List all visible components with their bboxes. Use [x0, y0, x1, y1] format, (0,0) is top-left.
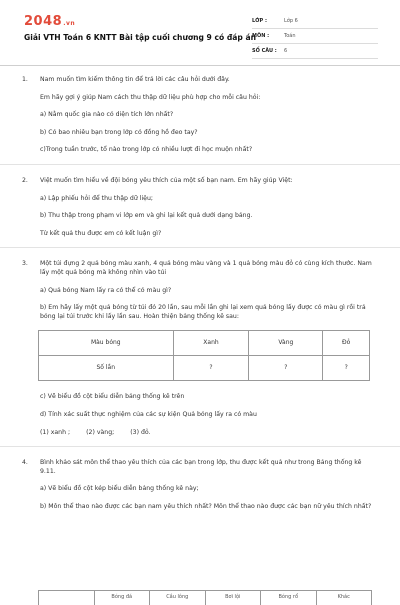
question-number: 1.	[22, 76, 28, 83]
meta-label: SỐ CÂU :	[252, 48, 277, 54]
table-cell: Cầu lông	[150, 591, 206, 605]
answer-options	[40, 429, 378, 438]
table-cell: Bơi lội	[206, 591, 262, 605]
table-cell: Khác	[337, 594, 350, 600]
question-text: Bình khảo sát môn thể thao yêu thích của các bạn trong lớp, thu được kết quả như trong Bảng thống kê 9.11.	[40, 459, 362, 475]
site-logo[interactable]	[24, 14, 75, 29]
tally-table	[38, 330, 370, 381]
question-text: Nam muốn tìm kiếm thông tin để trả lời các câu hỏi dưới đây.	[40, 76, 230, 83]
option-item: (2) vàng;	[86, 428, 115, 436]
table-cell: Đỏ	[323, 331, 370, 356]
meta-row-subject	[252, 29, 378, 44]
question-list	[0, 76, 400, 520]
question-number: 3.	[22, 260, 28, 268]
table-cell	[39, 591, 95, 605]
table-cell: ?	[249, 356, 323, 381]
question-4	[0, 459, 400, 511]
sub-question-a: a) Vẽ biểu đồ cột kép biểu diễn bảng thống kê này;	[40, 485, 199, 493]
meta-value: Toán	[284, 33, 296, 39]
question-divider	[0, 247, 400, 248]
logo-suffix: .vn	[63, 20, 76, 27]
logo-main: 2048	[24, 14, 63, 29]
option-item: (1) xanh ;	[40, 428, 71, 436]
question-3	[0, 260, 400, 437]
table-cell: Màu bóng	[39, 331, 174, 356]
question-2	[0, 177, 400, 238]
sub-question-a: a) Quả bóng Nam lấy ra có thể có màu gì?	[40, 286, 172, 294]
meta-row-count	[252, 44, 378, 59]
table-cell: ?	[173, 356, 249, 381]
sub-question-d: d) Tính xác suất thực nghiệm của các sự kiện Quả bóng lấy ra có màu	[40, 410, 257, 418]
page-header	[0, 0, 400, 62]
table-cell: Xanh	[173, 331, 249, 356]
table-cell: Số lần	[39, 356, 174, 381]
sub-question-b: b) Thu thập trong phạm vi lớp em và ghi lại kết quả dưới dạng bảng.	[40, 212, 253, 220]
header-divider	[0, 65, 400, 66]
meta-label: LỚP :	[252, 18, 267, 24]
question-text: Một túi đựng 2 quả bóng màu xanh, 4 quả bóng màu vàng và 1 quả bóng màu đỏ có cùng kích thước. Nam lấy một quả bóng mà không nhìn vào túi	[40, 260, 372, 276]
table-cell: Bóng đá	[95, 591, 151, 605]
option-item: (3) đỏ.	[130, 428, 151, 436]
question-number: 2.	[22, 176, 28, 184]
meta-box	[252, 14, 378, 59]
question-prompt: Em hãy gợi ý giúp Nam cách thu thập dữ liệu phù hợp cho mỗi câu hỏi:	[40, 93, 261, 101]
table-cell: ?	[323, 356, 370, 381]
sub-question-a: a) Lập phiếu hỏi để thu thập dữ liệu;	[40, 194, 154, 202]
table-row	[39, 331, 370, 356]
meta-row-class	[252, 14, 378, 29]
sub-question-b: b) Em hãy lấy một quả bóng từ túi đó 20 lần, sau mỗi lần ghi lại xem quả bóng lấy được có màu gì rồi trả bóng lại túi trước khi lấy lần sau. Hoàn thiện bảng thống kê sau:	[40, 304, 366, 320]
table-row	[39, 356, 370, 381]
question-number: 4.	[22, 459, 28, 467]
sub-question-c: c) Vẽ biểu đồ cột biểu diễn bảng thống kê trên	[40, 393, 185, 401]
sub-question-a: a) Nằm quốc gia nào có diện tích lớn nhất?	[40, 111, 174, 119]
question-divider	[0, 164, 400, 165]
meta-label: MÔN :	[252, 33, 270, 39]
sub-question-c: c)Trong tuần trước, tổ nào trong lớp có nhiều lượt đi học muộn nhất?	[40, 146, 253, 154]
question-text: Việt muốn tìm hiểu về đội bóng yêu thích của một số bạn nam. Em hãy giúp Việt:	[40, 176, 293, 184]
table-cell: Bóng rổ	[261, 591, 317, 605]
meta-value: Lớp 6	[284, 18, 298, 24]
sub-question-b: b) Môn thể thao nào được các bạn nam yêu thích nhất? Môn thể thao nào được các bạn nữ yêu thích nhất?	[40, 502, 372, 510]
meta-value: 6	[284, 48, 288, 54]
question-1	[0, 76, 400, 155]
table-cell: Vàng	[249, 331, 323, 356]
page-title: Giải VTH Toán 6 KNTT Bài tập cuối chương 9 có đáp án	[24, 33, 257, 42]
sub-question-b: b) Có bao nhiêu bạn trong lớp có đồng hồ đeo tay?	[40, 128, 198, 136]
sub-question-c: Từ kết quả thu được em có kết luận gì?	[40, 229, 162, 237]
sports-table-head	[38, 590, 372, 605]
question-divider	[0, 446, 400, 447]
